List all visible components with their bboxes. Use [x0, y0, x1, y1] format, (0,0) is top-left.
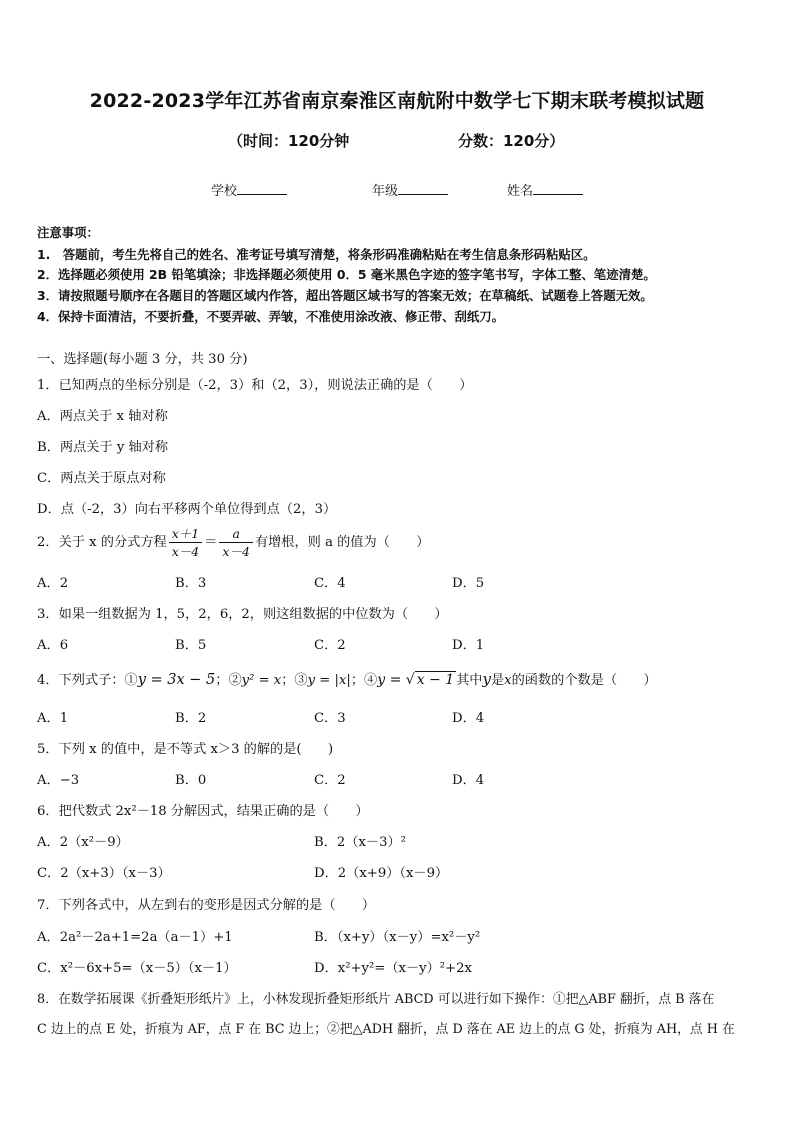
question-6-stem: 6．把代数式 2x²－18 分解因式，结果正确的是（ ） [37, 804, 369, 819]
q4-prefix: 4．下列式子：① [37, 673, 138, 688]
q2-option-a: A．2 [37, 576, 69, 591]
q2-frac1-den: x－4 [171, 544, 200, 559]
question-5-stem: 5．下列 x 的值中，是不等式 x＞3 的解的是( ) [37, 742, 334, 757]
question-8-line-2: C 边上的点 E 处，折痕为 AF，点 F 在 BC 边上；②把△ADH 翻折，点 D 落在 AE 边上的点 G 处，折痕为 AH，点 H 在 [37, 1022, 735, 1037]
question-1-stem: 1．已知两点的坐标分别是（-2，3）和（2，3），则说法正确的是（ ） [37, 378, 473, 393]
q4-option-b: B．2 [175, 711, 207, 726]
q3-option-a: A．6 [37, 638, 69, 653]
school-field [211, 180, 287, 199]
q3-option-d: D．1 [452, 638, 485, 653]
q7-option-d: D．x²+y²=（x－y）²+2x [314, 961, 472, 976]
name-blank[interactable] [533, 182, 583, 195]
question-2-stem [37, 525, 429, 560]
question-3-stem: 3．如果一组数据为 1，5，2，6，2，则这组数据的中位数为（ ） [37, 607, 448, 622]
school-label: 学校 [211, 184, 238, 199]
q5-option-b: B．0 [175, 773, 207, 788]
q4-expr-2: y² = x [241, 673, 282, 688]
grade-label: 年级 [372, 184, 399, 199]
school-blank[interactable] [237, 182, 287, 195]
note-item: 2．选择题必须使用 2B 铅笔填涂；非选择题必须使用 0．5 毫米黑色字迹的签字笔书写，字体工整、笔迹清楚。 [37, 267, 656, 282]
notes-heading: 注意事项： [37, 225, 99, 240]
q2-frac2-num: a [219, 525, 253, 543]
q6-option-b: B．2（x－3）² [314, 835, 406, 850]
q2-frac2-den: x－4 [222, 544, 250, 559]
q3-option-b: B．5 [175, 638, 207, 653]
q4-expr-1: y = 3x − 5 [137, 672, 216, 688]
q4-option-d: D．4 [452, 711, 485, 726]
q2-option-c: C．4 [314, 576, 346, 591]
grade-field [372, 180, 448, 199]
q4-expr-4-lhs: y = [377, 672, 406, 688]
q4-suffix: 的函数的个数是（ ） [511, 673, 657, 688]
note-item: 3．请按照题号顺序在各题目的答题区域内作答，超出答题区域书写的答案无效；在草稿纸、试题卷上答题无效。 [37, 288, 653, 303]
q4-y: y [482, 670, 491, 688]
question-7-stem: 7．下列各式中，从左到右的变形是因式分解的是（ ） [37, 898, 376, 913]
q4-expr-4: y = √ x − 1 [377, 672, 455, 688]
q7-option-b: B．（x+y）（x－y）=x²－y² [314, 930, 481, 945]
exam-score: 分数：120分） [458, 132, 565, 150]
q6-option-c: C．2（x+3）（x－3） [37, 866, 171, 881]
q2-equals: ＝ [204, 535, 218, 550]
q7-option-a: A．2a²－2a+1=2a（a－1）+1 [37, 930, 233, 945]
q2-option-b: B．3 [175, 576, 207, 591]
grade-blank[interactable] [398, 182, 448, 195]
q1-option-b: B．两点关于 y 轴对称 [37, 440, 169, 455]
q2-prefix: 2．关于 x 的分式方程 [37, 535, 167, 550]
q4-mid: 其中 [456, 673, 483, 688]
name-field [507, 180, 583, 199]
q1-option-c: C．两点关于原点对称 [37, 471, 166, 486]
q2-suffix: 有增根，则 a 的值为（ ） [254, 535, 430, 550]
q4-expr-4-radicand: x − 1 [416, 672, 455, 688]
q6-option-d: D．2（x+9）（x－9） [314, 866, 449, 881]
q2-fraction-left [169, 525, 203, 560]
q5-option-a: A．−3 [37, 773, 80, 788]
q4-option-a: A．1 [37, 711, 69, 726]
q4-expr-3: y = |x| [307, 673, 351, 688]
page-title: 2022-2023学年江苏省南京秦淮区南航附中数学七下期末联考模拟试题 [89, 90, 705, 112]
q1-option-d: D．点（-2，3）向右平移两个单位得到点（2，3） [37, 502, 337, 517]
q4-sep: ；② [215, 673, 242, 688]
section-heading: 一、选择题(每小题 3 分，共 30 分) [37, 352, 248, 367]
note-item: 1. 答题前，考生先将自己的姓名、准考证号填写清楚，将条形码准确粘贴在考生信息条形码粘贴区。 [37, 247, 596, 262]
exam-time: （时间：120分钟 [228, 132, 350, 150]
q4-option-c: C．3 [314, 711, 346, 726]
question-8-line-1: 8．在数学拓展课《折叠矩形纸片》上，小林发现折叠矩形纸片 ABCD 可以进行如下操作：①把△ABF 翻折，点 B 落在 [37, 992, 715, 1007]
q7-option-c: C．x²－6x+5=（x－5）（x－1） [37, 961, 237, 976]
q4-x: x [504, 673, 512, 688]
q5-option-c: C．2 [314, 773, 346, 788]
q2-fraction-right [219, 525, 253, 560]
note-item: 4．保持卡面清洁，不要折叠，不要弄破、弄皱，不准使用涂改液、修正带、刮纸刀。 [37, 309, 505, 324]
q4-sep: ；④ [350, 673, 378, 688]
q2-option-d: D．5 [452, 576, 485, 591]
question-4-stem [37, 669, 657, 688]
q2-frac1-num: x＋1 [169, 525, 203, 543]
q1-option-a: A．两点关于 x 轴对称 [37, 409, 168, 424]
q4-mid2: 是 [490, 673, 505, 688]
q5-option-d: D．4 [452, 773, 485, 788]
q3-option-c: C．2 [314, 638, 346, 653]
q6-option-a: A．2（x²－9） [37, 835, 129, 850]
q4-sep: ；③ [281, 673, 308, 688]
name-label: 姓名 [507, 184, 534, 199]
